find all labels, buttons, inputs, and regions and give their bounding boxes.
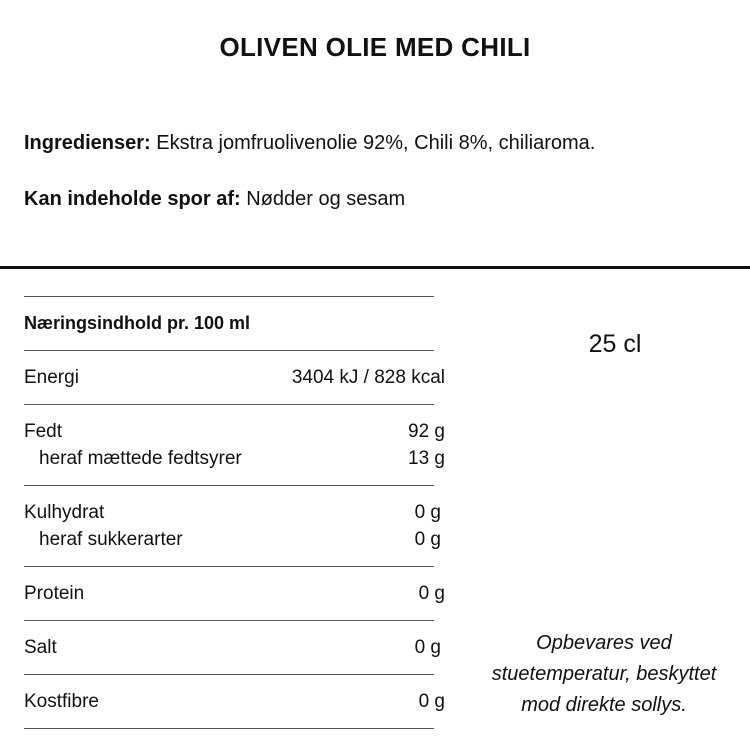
nutrition-group-fat bbox=[24, 405, 445, 485]
nutrition-group-fibre bbox=[24, 675, 445, 728]
storage-line: mod direkte sollys. bbox=[521, 694, 687, 716]
nutrient-value: 13 g bbox=[408, 447, 445, 469]
nutrient-label: heraf sukkerarter bbox=[39, 528, 183, 550]
ingredients-label: Ingredienser: bbox=[24, 132, 151, 154]
product-title: OLIVEN OLIE MED CHILI bbox=[219, 32, 531, 62]
nutrition-row bbox=[24, 688, 445, 715]
nutrition-group-protein bbox=[24, 567, 445, 620]
nutrient-label: Kulhydrat bbox=[24, 501, 105, 523]
nutrition-group-carbs bbox=[24, 486, 445, 566]
nutrient-label: Salt bbox=[24, 636, 57, 658]
storage-line: stuetemperatur, beskyttet bbox=[491, 663, 717, 685]
allergens-label: Kan indeholde spor af: bbox=[24, 188, 241, 210]
nutrient-label: Protein bbox=[24, 582, 85, 604]
nutrient-label: Kostfibre bbox=[24, 690, 99, 712]
nutrition-group-energy bbox=[24, 351, 445, 404]
allergens-text: Nødder og sesam bbox=[246, 188, 406, 210]
nutrient-value: 3404 kJ / 828 kcal bbox=[291, 366, 445, 388]
nutrition-subrow bbox=[24, 526, 445, 553]
nutrient-value: 0 g bbox=[418, 690, 445, 712]
nutrition-row bbox=[24, 364, 445, 391]
nutrient-label: heraf mættede fedtsyrer bbox=[39, 447, 242, 469]
section-divider bbox=[0, 266, 750, 269]
nutrient-value: 0 g bbox=[414, 501, 441, 523]
storage-line: Opbevares ved bbox=[536, 632, 672, 654]
nutrition-subrow bbox=[24, 445, 445, 472]
nutrition-row bbox=[24, 499, 445, 526]
storage-instructions bbox=[462, 628, 746, 721]
nutrition-row bbox=[24, 580, 445, 607]
nutrient-label: Fedt bbox=[24, 420, 63, 442]
ingredients-text: Ekstra jomfruolivenolie 92%, Chili 8%, chiliaroma. bbox=[156, 132, 596, 154]
nutrient-value: 92 g bbox=[408, 420, 445, 442]
table-rule bbox=[24, 728, 434, 729]
nutrition-header: Næringsindhold pr. 100 ml bbox=[24, 313, 251, 333]
volume-label: 25 cl bbox=[588, 330, 642, 358]
nutrient-value: 0 g bbox=[418, 582, 445, 604]
nutrition-row bbox=[24, 418, 445, 445]
ingredients-line bbox=[24, 132, 595, 155]
allergens-line bbox=[24, 188, 405, 211]
nutrition-row bbox=[24, 634, 445, 661]
nutrient-label: Energi bbox=[24, 366, 79, 388]
nutrient-value: 0 g bbox=[414, 528, 441, 550]
nutrient-value: 0 g bbox=[414, 636, 441, 658]
nutrition-table bbox=[24, 296, 445, 729]
nutrition-group-salt bbox=[24, 621, 445, 674]
